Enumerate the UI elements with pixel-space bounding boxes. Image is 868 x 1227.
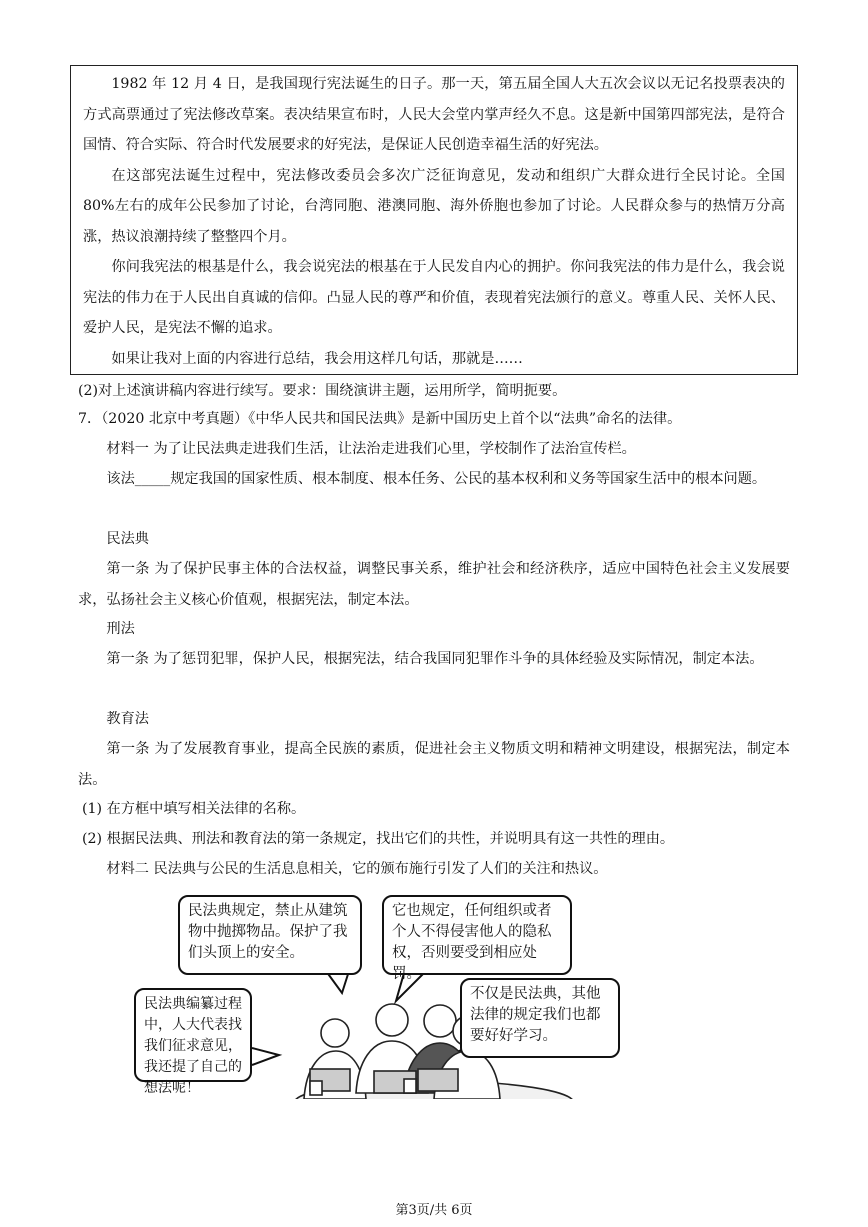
fill-blank-text: 该法_____规定我国的国家性质、根本制度、根本任务、公民的基本权利和义务等国家生活中的根本问题。 [106,471,767,487]
speech-bubble-2: 它也规定，任何组织或者个人不得侵害他人的隐私权，否则要受到相应处罚。 [382,895,572,975]
question-7-stem: 7．（2020 北京中考真题）《中华人民共和国民法典》是新中国历史上首个以“法典”命名的法律。 [78,411,682,427]
sub-question-2: (2) 根据民法典、刑法和教育法的第一条规定，找出它们的共性，并说明具有这一共性的理由。 [82,831,675,847]
criminal-law-article: 第一条 为了惩罚犯罪，保护人民，根据宪法，结合我国同犯罪作斗争的具体经验及实际情况，制定本法。 [106,651,764,667]
question-6-2: (2)对上述演讲稿内容进行续写。要求：围绕演讲主题，运用所学，简明扼要。 [78,383,567,399]
page-number-footer: 第3页/共 6页 [395,1203,473,1218]
criminal-law-title: 刑法 [106,621,135,637]
discussion-comic [134,893,622,1099]
education-law-article: 第一条 为了发展教育事业，提高全民族的素质，促进社会主义物质文明和精神文明建设，根据宪法，制定本法。 [78,741,790,788]
speech-bubble-4: 不仅是民法典，其他法律的规定我们也都要好好学习。 [460,978,620,1058]
speech-bubble-3: 民法典编纂过程中，人大代表找我们征求意见，我还提了自己的想法呢！ [134,988,252,1082]
civil-code-title: 民法典 [106,531,149,547]
material-two: 材料二 民法典与公民的生活息息相关，它的颁布施行引发了人们的关注和热议。 [106,861,608,877]
material-one: 材料一 为了让民法典走进我们生活，让法治走进我们心里，学校制作了法治宣传栏。 [106,441,636,457]
speech-paragraph-1: 1982 年 12 月 4 日，是我国现行宪法诞生的日子。那一天，第五届全国人大五次会议以无记名投票表决的方式高票通过了宪法修改草案。表决结果宣布时，人民大会堂内掌声经久不息。这是新中国第四部宪法，是符合国情、符合实际、符合时代发展要求的好宪法，是保证人民创造幸福生活的好宪法。 [83,76,785,153]
speech-text-box [70,65,798,375]
speech-paragraph-4: 如果让我对上面的内容进行总结，我会用这样几句话，那就是…… [111,350,523,367]
civil-code-article: 第一条 为了保护民事主体的合法权益，调整民事关系，维护社会和经济秩序，适应中国特色社会主义发展要求，弘扬社会主义核心价值观，根据宪法，制定本法。 [78,561,790,608]
speech-bubble-1: 民法典规定，禁止从建筑物中抛掷物品。保护了我们头顶上的安全。 [178,895,362,975]
education-law-title: 教育法 [106,711,149,727]
sub-question-1: (1) 在方框中填写相关法律的名称。 [82,801,306,817]
speech-paragraph-3: 你问我宪法的根基是什么，我会说宪法的根基在于人民发自内心的拥护。你问我宪法的伟力是什么，我会说宪法的伟力在于人民出自真诚的信仰。凸显人民的尊严和价值，表现着宪法颁行的意义。尊重人民、关怀人民、爱护人民，是宪法不懈的追求。 [83,259,785,336]
speech-paragraph-2: 在这部宪法诞生过程中，宪法修改委员会多次广泛征询意见，发动和组织广大群众进行全民讨论。全国 80%左右的成年公民参加了讨论，台湾同胞、港澳同胞、海外侨胞也参加了讨论。人民群众参与的热情万分高涨，热议浪潮持续了整整四个月。 [83,167,785,245]
